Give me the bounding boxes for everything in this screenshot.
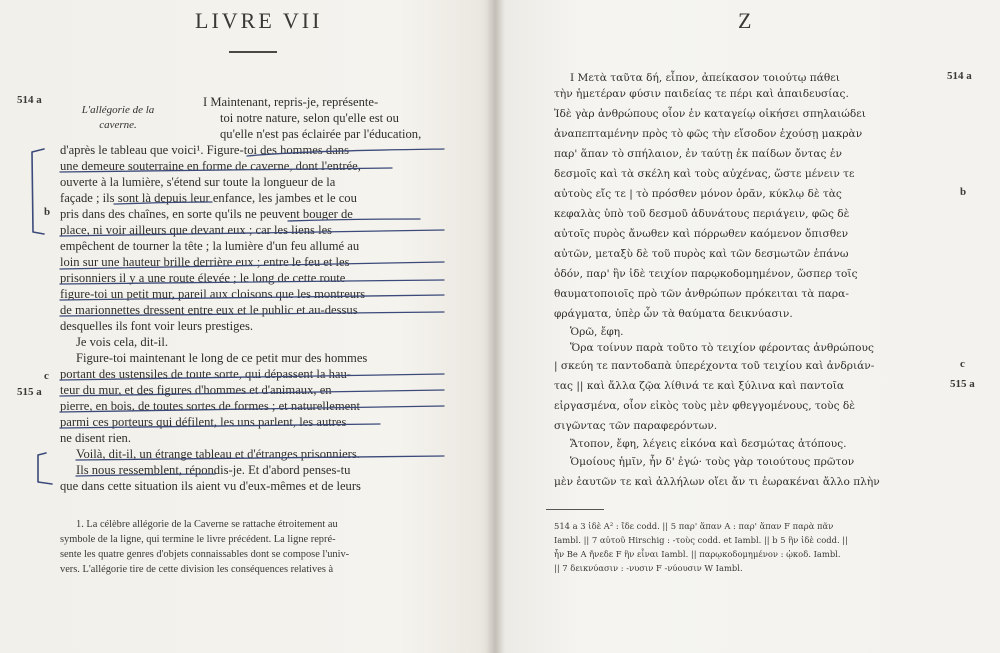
text-line: qu'elle n'est pas éclairée par l'éducation, — [220, 127, 422, 141]
footnote-line: vers. L'allégorie tire de cette division les conséquences relatives à — [60, 564, 334, 575]
margin-ref-c: c — [44, 370, 49, 382]
running-head-rule — [229, 51, 277, 53]
greek-line: I Μετὰ ταῦτα δή, εἶπον, ἀπείκασον τοιούτῳ πάθει — [570, 72, 840, 84]
right-page — [506, 0, 1000, 653]
margin-ref-c-right: c — [960, 358, 965, 370]
right-running-head: Z — [738, 8, 755, 33]
text-line: façade ; ils sont là depuis leur enfance, les jambes et le cou — [60, 191, 357, 205]
text-line: toi notre nature, selon qu'elle est ou — [220, 111, 399, 125]
apparatus-line: || 7 δεικνύασιν : -νυσιν F -νύουσιν W Iambl. — [554, 563, 743, 573]
section-title — [58, 103, 178, 133]
margin-ref-515a-right: 515 a — [950, 378, 975, 390]
apparatus-line: ἦν Be A ἤνεδε F ἣν εἶναι Iambl. || παρῳκοδομημένον : ᾠκοδ. Iambl. — [554, 549, 841, 559]
apparatus-line: Iambl. || 7 αὐτοῦ Hirschig : -τοὺς codd. et Iambl. || b 5 ἣν ἰδὲ codd. || — [554, 535, 848, 545]
text-line: figure-toi un petit mur, pareil aux cloisons que les montreurs — [60, 287, 366, 301]
section-title-line: caverne. — [99, 119, 137, 131]
section-title-line: L'allégorie de la — [81, 104, 155, 116]
greek-line: δεσμοῖς καὶ τὰ σκέλη καὶ τοὺς αὐχένας, ὥστε μένειν τε — [554, 168, 855, 180]
greek-line: ἀναπεπταμένην πρὸς τὸ φῶς τὴν εἴσοδον ἐχούσῃ μακρὰν — [554, 128, 863, 140]
greek-line: αὐτῶν, μεταξὺ δὲ τοῦ πυρὸς καὶ τῶν δεσμωτῶν ἐπάνω — [554, 248, 849, 260]
left-running-head: LIVRE VII — [195, 8, 323, 33]
text-line: desquelles ils font voir leurs prestiges. — [60, 319, 254, 333]
greek-line: αὐτοῖς πυρὸς ἄνωθεν καὶ πόρρωθεν καόμενον ὄπισθεν — [554, 228, 849, 240]
greek-line: κεφαλὰς ὑπὸ τοῦ δεσμοῦ ἀδυνάτους περιάγειν, φῶς δὲ — [554, 208, 850, 220]
margin-ref-b: b — [44, 206, 51, 218]
margin-ref-514a-right: 514 a — [947, 70, 972, 82]
text-line: ne disent rien. — [60, 431, 131, 445]
text-line: Voilà, dit-il, un étrange tableau et d'étranges prisonniers. — [76, 447, 360, 461]
text-line: place, ni voir ailleurs que devant eux ; car les liens les — [60, 223, 333, 237]
margin-ref-b-right: b — [960, 186, 967, 198]
greek-line: Ἄτοπον, ἔφη, λέγεις εἰκόνα καὶ δεσμώτας ἀτόπους. — [570, 438, 847, 450]
text-line: prisonniers il y a une route élevée ; le long de cette route — [60, 271, 346, 285]
greek-line: αὐτοὺς εἴς τε | τὸ πρόσθεν μόνον ὁρᾶν, κύκλῳ δὲ τὰς — [554, 188, 842, 200]
text-line: empêchent de tourner la tête ; la lumière d'un feu allumé au — [60, 239, 360, 253]
text-line: Ils nous ressemblent, répondis-je. Et d'abord penses-tu — [76, 463, 351, 477]
apparatus-line: 514 a 3 ἰδὲ A² : ἴδε codd. || 5 παρ' ἅπαν A : παρ' ἅπαν F παρὰ πᾶν — [554, 521, 834, 531]
greek-line: τὴν ἡμετέραν φύσιν παιδείας τε πέρι καὶ ἀπαιδευσίας. — [554, 88, 849, 100]
greek-line: τας || καὶ ἄλλα ζῷα λίθινά τε καὶ ξύλινα καὶ παντοῖα — [554, 380, 844, 392]
greek-line: φράγματα, ὑπὲρ ὧν τὰ θαύματα δεικνύασιν. — [554, 308, 793, 320]
greek-line: εἰργασμένα, οἷον εἰκὸς τοὺς μὲν φθεγγομένους, τοὺς δὲ — [554, 400, 855, 412]
text-line: teur du mur, et des figures d'hommes et d'animaux, en — [60, 383, 332, 397]
greek-line: Ὅρα τοίνυν παρὰ τοῦτο τὸ τειχίον φέροντας ἀνθρώπους — [570, 342, 874, 354]
greek-line: ὁδόν, παρ' ἣν ἰδὲ τειχίον παρῳκοδομημένον, ὥσπερ τοῖς — [554, 268, 858, 280]
text-line: Figure-toi maintenant le long de ce petit mur des hommes — [76, 351, 368, 365]
greek-line: θαυματοποιοῖς πρὸ τῶν ἀνθρώπων πρόκειται τὰ παρα- — [554, 288, 849, 300]
text-line: que dans cette situation ils aient vu d'eux-mêmes et de leurs — [60, 479, 361, 493]
greek-line: Ὁμοίους ἡμῖν, ἦν δ' ἐγώ· τοὺς γὰρ τοιούτους πρῶτον — [570, 456, 855, 468]
text-line: pris dans des chaînes, en sorte qu'ils ne peuvent bouger de — [60, 207, 353, 221]
text-line: Je vois cela, dit-il. — [76, 335, 168, 349]
text-line: parmi ces porteurs qui défilent, les uns parlent, les autres — [60, 415, 347, 429]
greek-line: Ὁρῶ, ἔφη. — [570, 326, 624, 338]
greek-line: Ἰδὲ γὰρ ἀνθρώπους οἷον ἐν καταγείῳ οἰκήσει σπηλαιώδει — [554, 108, 866, 120]
left-page — [0, 0, 492, 653]
greek-line: μὲν ἑαυτῶν τε καὶ ἀλλήλων οἴει ἄν τι ἑωρακέναι ἄλλο πλὴν — [554, 476, 880, 488]
margin-ref-514a: 514 a — [17, 94, 42, 106]
greek-line: παρ' ἅπαν τὸ σπήλαιον, ἐν ταύτῃ ἐκ παίδων ὄντας ἐν — [554, 148, 842, 160]
footnote-line: sente les quatre genres d'objets connaissables dont se compose l'univ- — [60, 549, 350, 560]
text-line: pierre, en bois, de toutes sortes de formes ; et naturellement — [60, 399, 361, 413]
text-line: ouverte à la lumière, s'étend sur toute la longueur de la — [60, 175, 336, 189]
text-line: I Maintenant, repris-je, représente- — [203, 95, 379, 109]
footnote-line: symbole de la ligne, qui termine le livre précédent. La ligne repré- — [60, 534, 336, 545]
text-line: d'après le tableau que voici¹. Figure-toi des hommes dans — [60, 143, 349, 157]
greek-line: σιγῶντας τῶν παραφερόντων. — [554, 420, 718, 432]
margin-ref-515a: 515 a — [17, 386, 42, 398]
text-line: une demeure souterraine en forme de caverne, dont l'entrée, — [60, 159, 361, 173]
text-line: loin sur une hauteur brille derrière eux ; entre le feu et les — [60, 255, 350, 269]
text-line: portant des ustensiles de toute sorte, qui dépassent la hau- — [60, 367, 351, 381]
apparatus-rule — [546, 509, 604, 510]
text-line: de marionnettes dressent entre eux et le public et au-dessus — [60, 303, 358, 317]
greek-line: | σκεύη τε παντοδαπὰ ὑπερέχοντα τοῦ τειχίου καὶ ἀνδριάν- — [554, 360, 875, 372]
footnote-line: 1. La célèbre allégorie de la Caverne se rattache étroitement au — [76, 519, 338, 530]
